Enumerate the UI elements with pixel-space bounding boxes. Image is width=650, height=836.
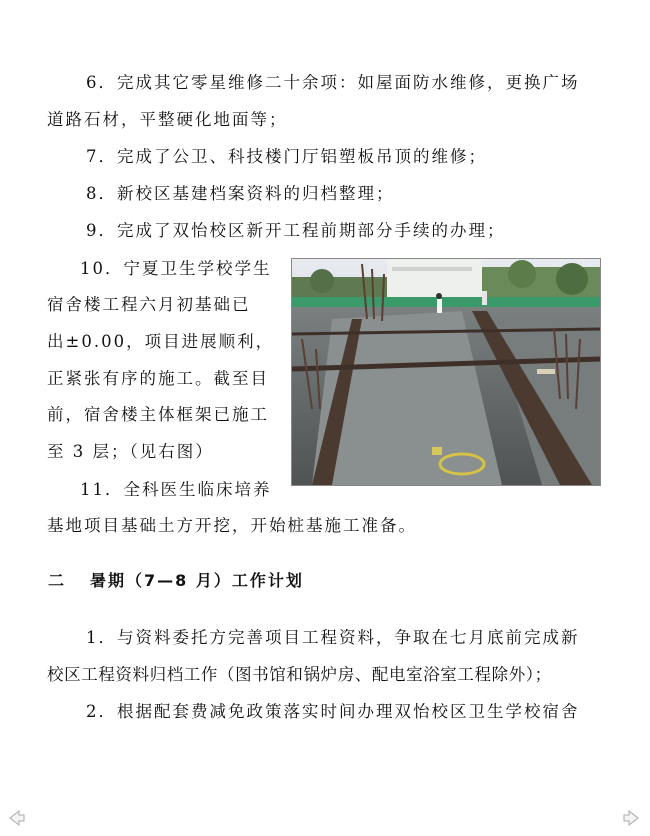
plan1-line2: 校区工程资料归档工作（图书馆和锅炉房、配电室浴室工程除外）； xyxy=(47,665,552,684)
item8-line: 8．新校区基建档案资料的归档整理； xyxy=(86,184,395,203)
item10-line6: 至 3 层；（见右图） xyxy=(47,442,214,461)
arrow-left-icon[interactable] xyxy=(8,809,26,827)
item7-line: 7．完成了公卫、科技楼门厅铝塑板吊顶的维修； xyxy=(86,147,487,166)
item10-line2: 宿舍楼工程六月初基础已 xyxy=(47,295,251,314)
item10-line1: 10．宁夏卫生学校学生 xyxy=(80,259,272,278)
section-heading xyxy=(48,570,304,592)
item10-line5: 前，宿舍楼主体框架已施工 xyxy=(47,405,269,424)
section-number: 二 xyxy=(48,571,67,590)
plan1-line1: 1．与资料委托方完善项目工程资料，争取在七月底前完成新 xyxy=(86,628,580,647)
arrow-right-icon[interactable] xyxy=(622,809,640,827)
item6-line1: 6．完成其它零星维修二十余项：如屋面防水维修，更换广场 xyxy=(86,73,580,92)
item11-line2: 基地项目基础土方开挖，开始桩基施工准备。 xyxy=(47,516,417,535)
construction-site-photo xyxy=(291,258,601,486)
construction-photo-illustration xyxy=(292,259,600,485)
item10-line3: 出±0.00，项目进展顺利， xyxy=(47,332,275,351)
item11-line1: 11．全科医生临床培养 xyxy=(80,480,272,499)
item9-line: 9．完成了双怡校区新开工程前期部分手续的办理； xyxy=(86,221,506,240)
section-title: 暑期（7—8 月）工作计划 xyxy=(90,571,304,590)
plan2-line1: 2．根据配套费减免政策落实时间办理双怡校区卫生学校宿舍 xyxy=(86,702,580,721)
item6-line2: 道路石材，平整硬化地面等； xyxy=(47,110,288,129)
item10-line4: 正紧张有序的施工。截至目 xyxy=(47,369,269,388)
